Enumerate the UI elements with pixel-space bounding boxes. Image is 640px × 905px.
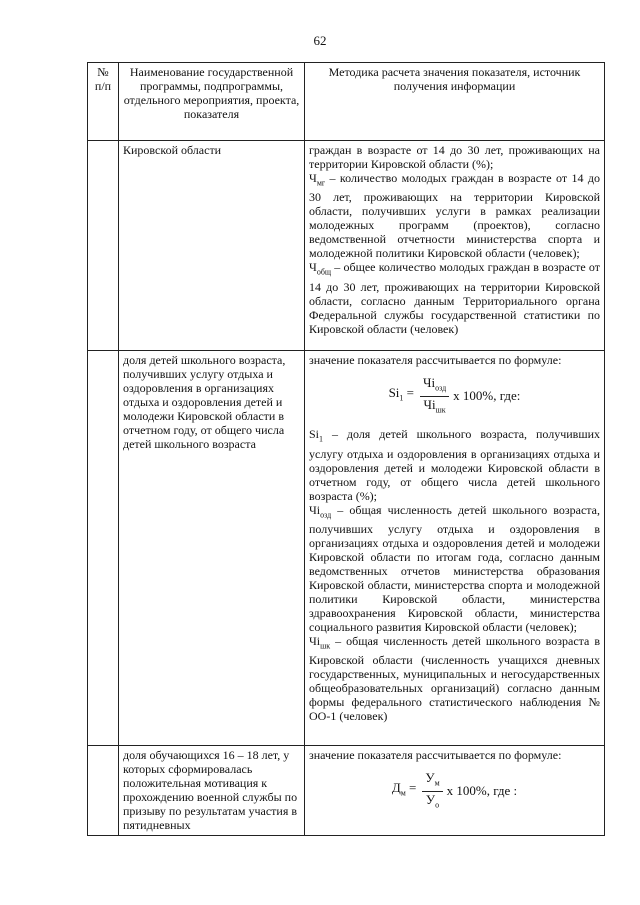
table-row bbox=[88, 351, 605, 746]
page-number: 62 bbox=[313, 33, 327, 48]
method-paragraph: граждан в возрасте от 14 до 30 лет, проживающих на территории Кировской области (%); bbox=[309, 143, 600, 171]
formula-intro: значение показателя рассчитывается по формуле: bbox=[309, 353, 562, 367]
row-method-cell bbox=[305, 351, 605, 746]
table-row bbox=[88, 141, 605, 351]
table-row bbox=[88, 746, 605, 836]
formula: $Si_1$ = $\frac{Чi_{озд}}{Чi_{шк}}$ x 100%, где: bbox=[388, 375, 521, 415]
header-method: Методика расчета значения показателя, источник получения информации bbox=[305, 63, 605, 141]
header-name: Наименование государственной программы, подпрограммы, отдельного мероприятия, проекта, показателя bbox=[119, 63, 305, 141]
row-method-cell bbox=[305, 141, 605, 351]
indicator-table bbox=[87, 62, 605, 836]
table-header-row bbox=[88, 63, 605, 141]
row-number-cell bbox=[88, 351, 119, 746]
variable-definition: $Чi_{озд}$ – общая численность детей школьного возраста, получивших услугу отдыха и оздоровления в организациях отдыха и оздоровления детей и молодежи Кировской области по итогам года, согласно данным ведомственных отчетов министерства образования Кировской области, министерства спорта и молодежной политики Кировской области, министерства здравоохранения Кировской области, министерства социального развития Кировской области (человек); bbox=[309, 502, 600, 634]
row-number-cell bbox=[88, 141, 119, 351]
header-number: № п/п bbox=[88, 63, 119, 141]
variable-definition: $Чi_{шк}$ – общая численность детей школьного возраста в Кировской области (численность учащихся дневных государственных, муниципальных и негосударственных общеобразовательных организаций) согласно данным формы федерального статистического наблюдения № ОО-1 (человек) bbox=[309, 633, 600, 724]
row-name-cell: доля детей школьного возраста, получивших услугу отдыха и оздоровления в организациях отдыха и оздоровления детей и молодежи Кировской области в отчетном году, от общего числа детей школьного возраста bbox=[119, 351, 305, 746]
variable-definition: $Si_1$ – доля детей школьного возраста, получивших услугу отдыха и оздоровления в организациях отдыха и оздоровления детей и молодежи Кировской области в отчетном году, от общего числа детей школьного возраста (%); bbox=[309, 427, 600, 503]
row-name-cell: доля обучающихся 16 – 18 лет, у которых сформировалась положительная мотивация к прохождению военной службы по призыву по результатам участия в пятидневных bbox=[119, 746, 305, 836]
formula: $Д_м$ = $\frac{У_м}{У_о}$ x 100%, где : bbox=[391, 770, 518, 810]
variable-definition: $Ч_{общ}$ – общее количество молодых граждан в возрасте от 14 до 30 лет, проживающих на территории Кировской области, согласно данным Территориального органа Федеральной службы государственной статистики по Кировской области (человек) bbox=[309, 260, 600, 336]
row-number-cell bbox=[88, 746, 119, 836]
row-name-cell: Кировской области bbox=[119, 141, 305, 351]
variable-definition: $Ч_{мг}$ – количество молодых граждан в возрасте от 14 до 30 лет, проживающих на территории Кировской области, получивших услуги в рамках реализации молодежных программ (проектов), согласно ведомственной отчетности министерства спорта и молодежной политики Кировской области (человек); bbox=[309, 171, 600, 261]
row-method-cell bbox=[305, 746, 605, 836]
formula-intro: значение показателя рассчитывается по формуле: bbox=[309, 748, 562, 762]
